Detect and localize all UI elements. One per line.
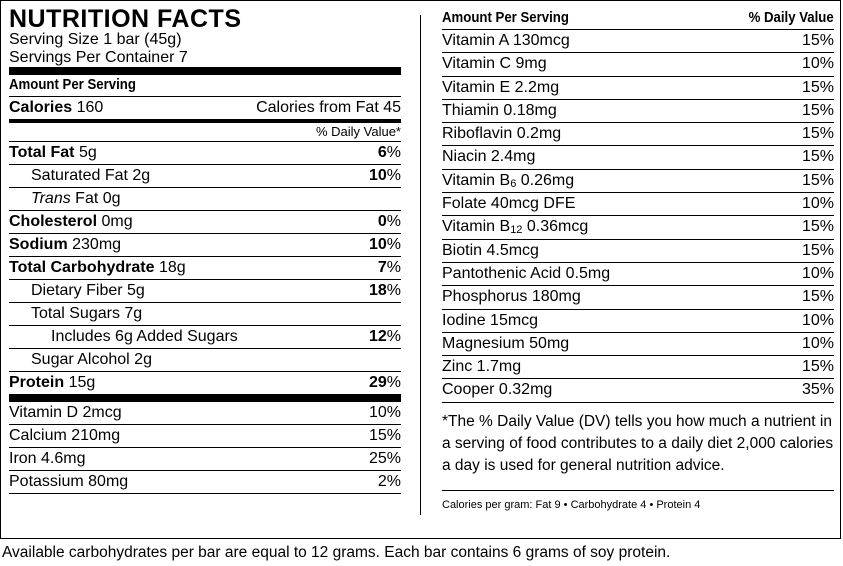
mineral-row: Potassium 80mg 2% [9,471,401,494]
vitamin-row: Niacin 2.4mg 15% [442,146,834,169]
vitamin-row: Vitamin E 2.2mg 15% [442,77,834,100]
vitamin-row: Vitamin A 130mcg 15% [442,30,834,53]
nutrient-row-total-fat: Total Fat 5g 6% [9,142,401,165]
vitamin-row: Riboflavin 0.2mg 15% [442,123,834,146]
nutrient-row-total-sugars: Total Sugars 7g [9,303,401,326]
nutrient-row-cholesterol: Cholesterol 0mg 0% [9,211,401,234]
nutrient-row-protein: Protein 15g 29% [9,374,401,391]
mineral-row: Iron 4.6mg 25% [9,448,401,471]
vitamin-row: Zinc 1.7mg 15% [442,356,834,379]
calories-from-fat: Calories from Fat 45 [256,99,401,116]
calories-value: 160 [76,99,104,116]
nutrient-row-trans-fat: Trans Fat 0g [9,188,401,211]
vitamin-row: Vitamin C 9mg 10% [442,53,834,76]
vitamin-row: Phosphorus 180mg 15% [442,286,834,309]
nutrient-row-total-carbohydrate: Total Carbohydrate 18g 7% [9,257,401,280]
vitamin-row: Cooper 0.32mg 35% [442,379,834,402]
nutrient-row-sodium: Sodium 230mg 10% [9,234,401,257]
column-divider [420,15,421,515]
servings-per-container: Servings Per Container 7 [9,49,188,66]
daily-value-footnote: *The % Daily Value (DV) tells you how much a nutrient in a serving of food contributes to a daily diet 2,000 calories a day is used for general nutrition advice. [442,412,834,474]
daily-value-header: % Daily Value* [9,123,401,142]
nutrition-left-column [9,7,401,494]
vitamin-row: Magnesium 50mg 10% [442,333,834,356]
thick-rule [9,394,401,402]
vitamins-header: Amount Per Serving % Daily Value [442,7,834,30]
bottom-note: Available carbohydrates per bar are equal to 12 grams. Each bar contains 6 grams of soy protein. [2,544,671,561]
vitamin-row: Iodine 15mcg 10% [442,310,834,333]
nutrient-row-sugar-alcohol: Sugar Alcohol 2g [9,349,401,372]
amount-per-serving: Amount Per Serving [9,76,136,93]
calories-per-gram: Calories per gram: Fat 9 • Carbohydrate 4 • Protein 4 [442,490,834,512]
vitamin-row: Pantothenic Acid 0.5mg 10% [442,263,834,286]
vitamin-row: Folate 40mcg DFE 10% [442,193,834,216]
nutrient-row-added-sugars: Includes 6g Added Sugars 12% [9,326,401,349]
mineral-row: Calcium 210mg 15% [9,425,401,448]
label-title: NUTRITION FACTS [9,5,242,33]
calories-row [9,97,401,119]
vitamin-row: Biotin 4.5mcg 15% [442,240,834,263]
vitamin-row: Vitamin $B_6$ 0.26mg 15% [442,170,834,193]
nutrition-right-column [442,7,834,512]
thick-rule [9,67,401,75]
vitamin-row: Thiamin 0.18mg 15% [442,100,834,123]
nutrient-row-saturated-fat: Saturated Fat 2g 10% [9,165,401,188]
mineral-row: Vitamin D 2mcg 10% [9,402,401,425]
serving-size: Serving Size 1 bar (45g) [9,31,182,48]
nutrient-row-dietary-fiber: Dietary Fiber 5g 18% [9,280,401,303]
vitamin-row: Vitamin $B_{12}$ 0.36mcg 15% [442,216,834,239]
calories-label: Calories [9,99,73,116]
